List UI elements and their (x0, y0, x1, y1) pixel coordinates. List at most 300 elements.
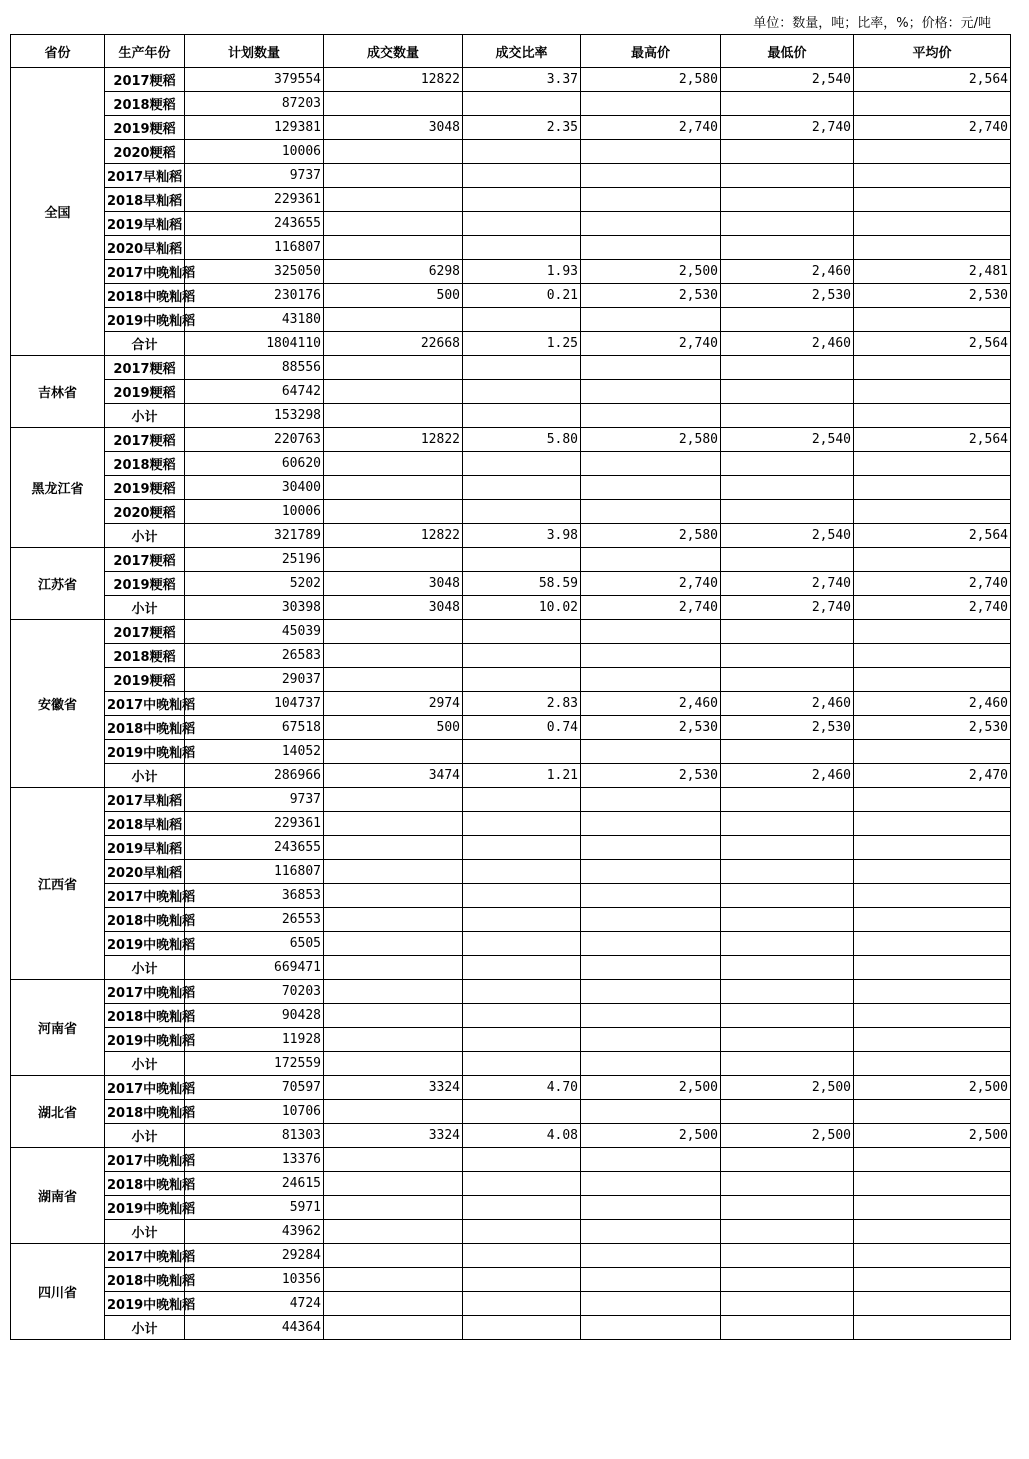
province-cell: 全国 (11, 68, 105, 356)
deal-qty-cell (324, 548, 463, 572)
header-avg-price: 平均价 (854, 35, 1011, 68)
table-row (11, 1124, 1011, 1148)
avg-price-cell (854, 308, 1011, 332)
deal-qty-cell (324, 380, 463, 404)
max-price-cell (581, 1172, 721, 1196)
table-row (11, 380, 1011, 404)
avg-price-cell: 2,530 (854, 716, 1011, 740)
max-price-cell: 2,580 (581, 68, 721, 92)
year-variety-cell: 2017粳稻 (105, 356, 185, 380)
min-price-cell (721, 788, 854, 812)
max-price-cell (581, 884, 721, 908)
table-row (11, 1244, 1011, 1268)
max-price-cell (581, 548, 721, 572)
year-variety-cell: 2017粳稻 (105, 68, 185, 92)
plan-qty-cell: 6505 (185, 932, 324, 956)
deal-qty-cell: 3324 (324, 1124, 463, 1148)
avg-price-cell: 2,530 (854, 284, 1011, 308)
min-price-cell: 2,540 (721, 428, 854, 452)
max-price-cell (581, 404, 721, 428)
table-row (11, 1172, 1011, 1196)
plan-qty-cell: 9737 (185, 788, 324, 812)
table-row (11, 1196, 1011, 1220)
plan-qty-cell: 5202 (185, 572, 324, 596)
deal-qty-cell: 3474 (324, 764, 463, 788)
deal-ratio-cell (463, 860, 581, 884)
year-variety-cell: 2019粳稻 (105, 572, 185, 596)
deal-qty-cell (324, 356, 463, 380)
min-price-cell (721, 188, 854, 212)
year-variety-cell: 2018粳稻 (105, 452, 185, 476)
min-price-cell (721, 212, 854, 236)
header-row (11, 35, 1011, 68)
table-header (11, 35, 1011, 68)
table-row (11, 116, 1011, 140)
plan-qty-cell: 26583 (185, 644, 324, 668)
header-plan-qty: 计划数量 (185, 35, 324, 68)
deal-ratio-cell (463, 548, 581, 572)
deal-ratio-cell (463, 668, 581, 692)
deal-qty-cell: 500 (324, 284, 463, 308)
year-variety-cell: 小计 (105, 956, 185, 980)
min-price-cell (721, 308, 854, 332)
deal-ratio-cell (463, 356, 581, 380)
max-price-cell: 2,740 (581, 572, 721, 596)
table-row (11, 596, 1011, 620)
avg-price-cell (854, 836, 1011, 860)
plan-qty-cell: 29284 (185, 1244, 324, 1268)
table-row (11, 164, 1011, 188)
plan-qty-cell: 67518 (185, 716, 324, 740)
avg-price-cell: 2,500 (854, 1124, 1011, 1148)
table-row (11, 188, 1011, 212)
table-row (11, 1220, 1011, 1244)
table-row (11, 92, 1011, 116)
plan-qty-cell: 30398 (185, 596, 324, 620)
plan-qty-cell: 25196 (185, 548, 324, 572)
deal-ratio-cell (463, 164, 581, 188)
deal-qty-cell (324, 164, 463, 188)
min-price-cell (721, 932, 854, 956)
min-price-cell: 2,500 (721, 1076, 854, 1100)
year-variety-cell: 小计 (105, 1124, 185, 1148)
table-row (11, 1028, 1011, 1052)
table-row (11, 1076, 1011, 1100)
plan-qty-cell: 172559 (185, 1052, 324, 1076)
plan-qty-cell: 10356 (185, 1268, 324, 1292)
table-row (11, 956, 1011, 980)
max-price-cell (581, 1148, 721, 1172)
max-price-cell (581, 1268, 721, 1292)
year-variety-cell: 小计 (105, 596, 185, 620)
deal-qty-cell: 6298 (324, 260, 463, 284)
avg-price-cell (854, 908, 1011, 932)
table-row (11, 572, 1011, 596)
avg-price-cell: 2,460 (854, 692, 1011, 716)
max-price-cell (581, 236, 721, 260)
min-price-cell (721, 908, 854, 932)
deal-ratio-cell (463, 188, 581, 212)
avg-price-cell: 2,564 (854, 428, 1011, 452)
year-variety-cell: 2019粳稻 (105, 116, 185, 140)
deal-ratio-cell: 1.93 (463, 260, 581, 284)
min-price-cell: 2,740 (721, 572, 854, 596)
year-variety-cell: 2018早籼稻 (105, 188, 185, 212)
table-row (11, 884, 1011, 908)
year-variety-cell: 2017中晚籼稻 (105, 1244, 185, 1268)
table-row (11, 1100, 1011, 1124)
deal-qty-cell (324, 1172, 463, 1196)
avg-price-cell: 2,740 (854, 596, 1011, 620)
deal-ratio-cell (463, 1316, 581, 1340)
min-price-cell (721, 1268, 854, 1292)
deal-ratio-cell (463, 140, 581, 164)
deal-qty-cell (324, 860, 463, 884)
plan-qty-cell: 70597 (185, 1076, 324, 1100)
min-price-cell (721, 812, 854, 836)
plan-qty-cell: 60620 (185, 452, 324, 476)
plan-qty-cell: 243655 (185, 836, 324, 860)
table-row (11, 812, 1011, 836)
year-variety-cell: 2018中晚籼稻 (105, 1100, 185, 1124)
header-max-price: 最高价 (581, 35, 721, 68)
deal-qty-cell (324, 1220, 463, 1244)
deal-ratio-cell (463, 956, 581, 980)
table-row (11, 836, 1011, 860)
min-price-cell (721, 1100, 854, 1124)
header-min-price: 最低价 (721, 35, 854, 68)
table-row (11, 140, 1011, 164)
table-row (11, 236, 1011, 260)
min-price-cell (721, 548, 854, 572)
deal-qty-cell (324, 452, 463, 476)
year-variety-cell: 2019粳稻 (105, 380, 185, 404)
province-cell: 四川省 (11, 1244, 105, 1340)
deal-qty-cell (324, 500, 463, 524)
avg-price-cell (854, 236, 1011, 260)
avg-price-cell (854, 644, 1011, 668)
min-price-cell (721, 236, 854, 260)
deal-ratio-cell (463, 1244, 581, 1268)
year-variety-cell: 2017中晚籼稻 (105, 260, 185, 284)
deal-qty-cell (324, 884, 463, 908)
deal-ratio-cell (463, 980, 581, 1004)
year-variety-cell: 2020早籼稻 (105, 860, 185, 884)
max-price-cell (581, 1100, 721, 1124)
year-variety-cell: 2018中晚籼稻 (105, 1268, 185, 1292)
deal-qty-cell (324, 1196, 463, 1220)
deal-qty-cell (324, 1316, 463, 1340)
min-price-cell: 2,540 (721, 524, 854, 548)
table-row (11, 1004, 1011, 1028)
plan-qty-cell: 64742 (185, 380, 324, 404)
table-row (11, 284, 1011, 308)
avg-price-cell (854, 380, 1011, 404)
deal-ratio-cell: 2.35 (463, 116, 581, 140)
plan-qty-cell: 70203 (185, 980, 324, 1004)
plan-qty-cell: 5971 (185, 1196, 324, 1220)
plan-qty-cell: 286966 (185, 764, 324, 788)
min-price-cell (721, 1196, 854, 1220)
min-price-cell (721, 836, 854, 860)
table-row (11, 1148, 1011, 1172)
min-price-cell: 2,540 (721, 68, 854, 92)
max-price-cell (581, 836, 721, 860)
avg-price-cell (854, 668, 1011, 692)
deal-ratio-cell (463, 788, 581, 812)
max-price-cell (581, 380, 721, 404)
plan-qty-cell: 90428 (185, 1004, 324, 1028)
year-variety-cell: 2019粳稻 (105, 668, 185, 692)
table-row (11, 692, 1011, 716)
table-row (11, 476, 1011, 500)
year-variety-cell: 2020粳稻 (105, 500, 185, 524)
avg-price-cell (854, 932, 1011, 956)
deal-ratio-cell: 2.83 (463, 692, 581, 716)
deal-ratio-cell (463, 380, 581, 404)
min-price-cell (721, 1052, 854, 1076)
min-price-cell (721, 860, 854, 884)
header-deal-ratio: 成交比率 (463, 35, 581, 68)
table-body (11, 68, 1011, 1340)
table-row (11, 668, 1011, 692)
plan-qty-cell: 321789 (185, 524, 324, 548)
table-row (11, 308, 1011, 332)
year-variety-cell: 2017中晚籼稻 (105, 980, 185, 1004)
avg-price-cell (854, 620, 1011, 644)
max-price-cell: 2,500 (581, 1124, 721, 1148)
year-variety-cell: 2018中晚籼稻 (105, 1172, 185, 1196)
year-variety-cell: 2019早籼稻 (105, 836, 185, 860)
province-cell: 湖北省 (11, 1076, 105, 1148)
auction-results-table (10, 34, 1011, 1340)
plan-qty-cell: 43180 (185, 308, 324, 332)
max-price-cell (581, 812, 721, 836)
avg-price-cell (854, 1196, 1011, 1220)
deal-qty-cell: 22668 (324, 332, 463, 356)
province-cell: 安徽省 (11, 620, 105, 788)
plan-qty-cell: 81303 (185, 1124, 324, 1148)
max-price-cell (581, 164, 721, 188)
table-row (11, 764, 1011, 788)
max-price-cell (581, 140, 721, 164)
deal-qty-cell (324, 788, 463, 812)
deal-ratio-cell: 10.02 (463, 596, 581, 620)
plan-qty-cell: 116807 (185, 236, 324, 260)
deal-qty-cell: 2974 (324, 692, 463, 716)
deal-qty-cell (324, 956, 463, 980)
year-variety-cell: 小计 (105, 524, 185, 548)
deal-ratio-cell (463, 452, 581, 476)
header-deal-qty: 成交数量 (324, 35, 463, 68)
year-variety-cell: 2017中晚籼稻 (105, 692, 185, 716)
year-variety-cell: 2017早籼稻 (105, 788, 185, 812)
max-price-cell (581, 956, 721, 980)
avg-price-cell (854, 1052, 1011, 1076)
table-row (11, 524, 1011, 548)
max-price-cell (581, 788, 721, 812)
year-variety-cell: 2020粳稻 (105, 140, 185, 164)
deal-qty-cell (324, 908, 463, 932)
min-price-cell (721, 1316, 854, 1340)
min-price-cell (721, 644, 854, 668)
plan-qty-cell: 153298 (185, 404, 324, 428)
plan-qty-cell: 36853 (185, 884, 324, 908)
deal-ratio-cell: 4.70 (463, 1076, 581, 1100)
table-row (11, 932, 1011, 956)
plan-qty-cell: 230176 (185, 284, 324, 308)
province-cell: 江西省 (11, 788, 105, 980)
plan-qty-cell: 220763 (185, 428, 324, 452)
min-price-cell (721, 1172, 854, 1196)
year-variety-cell: 2018粳稻 (105, 92, 185, 116)
max-price-cell (581, 980, 721, 1004)
plan-qty-cell: 26553 (185, 908, 324, 932)
plan-qty-cell: 10006 (185, 500, 324, 524)
avg-price-cell: 2,564 (854, 68, 1011, 92)
deal-ratio-cell (463, 1220, 581, 1244)
year-variety-cell: 2017中晚籼稻 (105, 884, 185, 908)
year-variety-cell: 合计 (105, 332, 185, 356)
avg-price-cell (854, 140, 1011, 164)
deal-ratio-cell: 5.80 (463, 428, 581, 452)
deal-qty-cell (324, 1292, 463, 1316)
plan-qty-cell: 4724 (185, 1292, 324, 1316)
year-variety-cell: 2018中晚籼稻 (105, 716, 185, 740)
deal-ratio-cell (463, 92, 581, 116)
table-row (11, 1292, 1011, 1316)
deal-ratio-cell (463, 236, 581, 260)
table-row (11, 860, 1011, 884)
deal-qty-cell (324, 140, 463, 164)
plan-qty-cell: 11928 (185, 1028, 324, 1052)
max-price-cell (581, 1196, 721, 1220)
plan-qty-cell: 325050 (185, 260, 324, 284)
deal-ratio-cell (463, 1028, 581, 1052)
deal-qty-cell: 3048 (324, 572, 463, 596)
deal-ratio-cell (463, 908, 581, 932)
province-cell: 河南省 (11, 980, 105, 1076)
max-price-cell (581, 668, 721, 692)
plan-qty-cell: 669471 (185, 956, 324, 980)
plan-qty-cell: 87203 (185, 92, 324, 116)
min-price-cell: 2,500 (721, 1124, 854, 1148)
deal-qty-cell (324, 644, 463, 668)
avg-price-cell: 2,740 (854, 572, 1011, 596)
max-price-cell (581, 740, 721, 764)
min-price-cell (721, 140, 854, 164)
deal-qty-cell: 3048 (324, 596, 463, 620)
min-price-cell (721, 956, 854, 980)
avg-price-cell: 2,740 (854, 116, 1011, 140)
min-price-cell: 2,530 (721, 716, 854, 740)
header-year: 生产年份 (105, 35, 185, 68)
province-cell: 湖南省 (11, 1148, 105, 1244)
max-price-cell (581, 212, 721, 236)
avg-price-cell (854, 1244, 1011, 1268)
deal-ratio-cell: 3.37 (463, 68, 581, 92)
avg-price-cell (854, 956, 1011, 980)
deal-ratio-cell (463, 932, 581, 956)
plan-qty-cell: 10006 (185, 140, 324, 164)
deal-ratio-cell (463, 212, 581, 236)
deal-ratio-cell (463, 812, 581, 836)
max-price-cell: 2,530 (581, 764, 721, 788)
deal-ratio-cell: 0.74 (463, 716, 581, 740)
plan-qty-cell: 129381 (185, 116, 324, 140)
avg-price-cell (854, 812, 1011, 836)
table-row (11, 788, 1011, 812)
min-price-cell (721, 500, 854, 524)
table-row (11, 644, 1011, 668)
table-row (11, 740, 1011, 764)
table-row (11, 68, 1011, 92)
year-variety-cell: 2020早籼稻 (105, 236, 185, 260)
deal-ratio-cell: 1.21 (463, 764, 581, 788)
table-row (11, 716, 1011, 740)
deal-ratio-cell (463, 1052, 581, 1076)
table-row (11, 260, 1011, 284)
avg-price-cell (854, 356, 1011, 380)
min-price-cell (721, 1292, 854, 1316)
min-price-cell: 2,740 (721, 116, 854, 140)
avg-price-cell (854, 740, 1011, 764)
min-price-cell (721, 980, 854, 1004)
deal-ratio-cell (463, 404, 581, 428)
year-variety-cell: 2019中晚籼稻 (105, 308, 185, 332)
deal-qty-cell (324, 980, 463, 1004)
deal-ratio-cell (463, 1172, 581, 1196)
deal-ratio-cell (463, 308, 581, 332)
table-row (11, 980, 1011, 1004)
deal-ratio-cell (463, 1292, 581, 1316)
table-row (11, 620, 1011, 644)
max-price-cell (581, 908, 721, 932)
min-price-cell (721, 164, 854, 188)
avg-price-cell (854, 1148, 1011, 1172)
year-variety-cell: 2019中晚籼稻 (105, 1028, 185, 1052)
avg-price-cell (854, 1292, 1011, 1316)
deal-qty-cell (324, 1028, 463, 1052)
min-price-cell (721, 1244, 854, 1268)
plan-qty-cell: 379554 (185, 68, 324, 92)
avg-price-cell (854, 980, 1011, 1004)
province-cell: 黑龙江省 (11, 428, 105, 548)
max-price-cell (581, 1052, 721, 1076)
avg-price-cell (854, 1004, 1011, 1028)
deal-qty-cell (324, 740, 463, 764)
table-row (11, 1052, 1011, 1076)
year-variety-cell: 2018中晚籼稻 (105, 908, 185, 932)
year-variety-cell: 2017中晚籼稻 (105, 1076, 185, 1100)
deal-ratio-cell (463, 620, 581, 644)
max-price-cell (581, 500, 721, 524)
avg-price-cell (854, 404, 1011, 428)
deal-qty-cell (324, 1100, 463, 1124)
province-cell: 江苏省 (11, 548, 105, 620)
max-price-cell: 2,740 (581, 596, 721, 620)
avg-price-cell (854, 1220, 1011, 1244)
deal-ratio-cell (463, 644, 581, 668)
min-price-cell (721, 476, 854, 500)
max-price-cell: 2,580 (581, 428, 721, 452)
max-price-cell (581, 620, 721, 644)
min-price-cell (721, 1028, 854, 1052)
max-price-cell (581, 356, 721, 380)
min-price-cell (721, 380, 854, 404)
deal-qty-cell: 3048 (324, 116, 463, 140)
min-price-cell (721, 668, 854, 692)
